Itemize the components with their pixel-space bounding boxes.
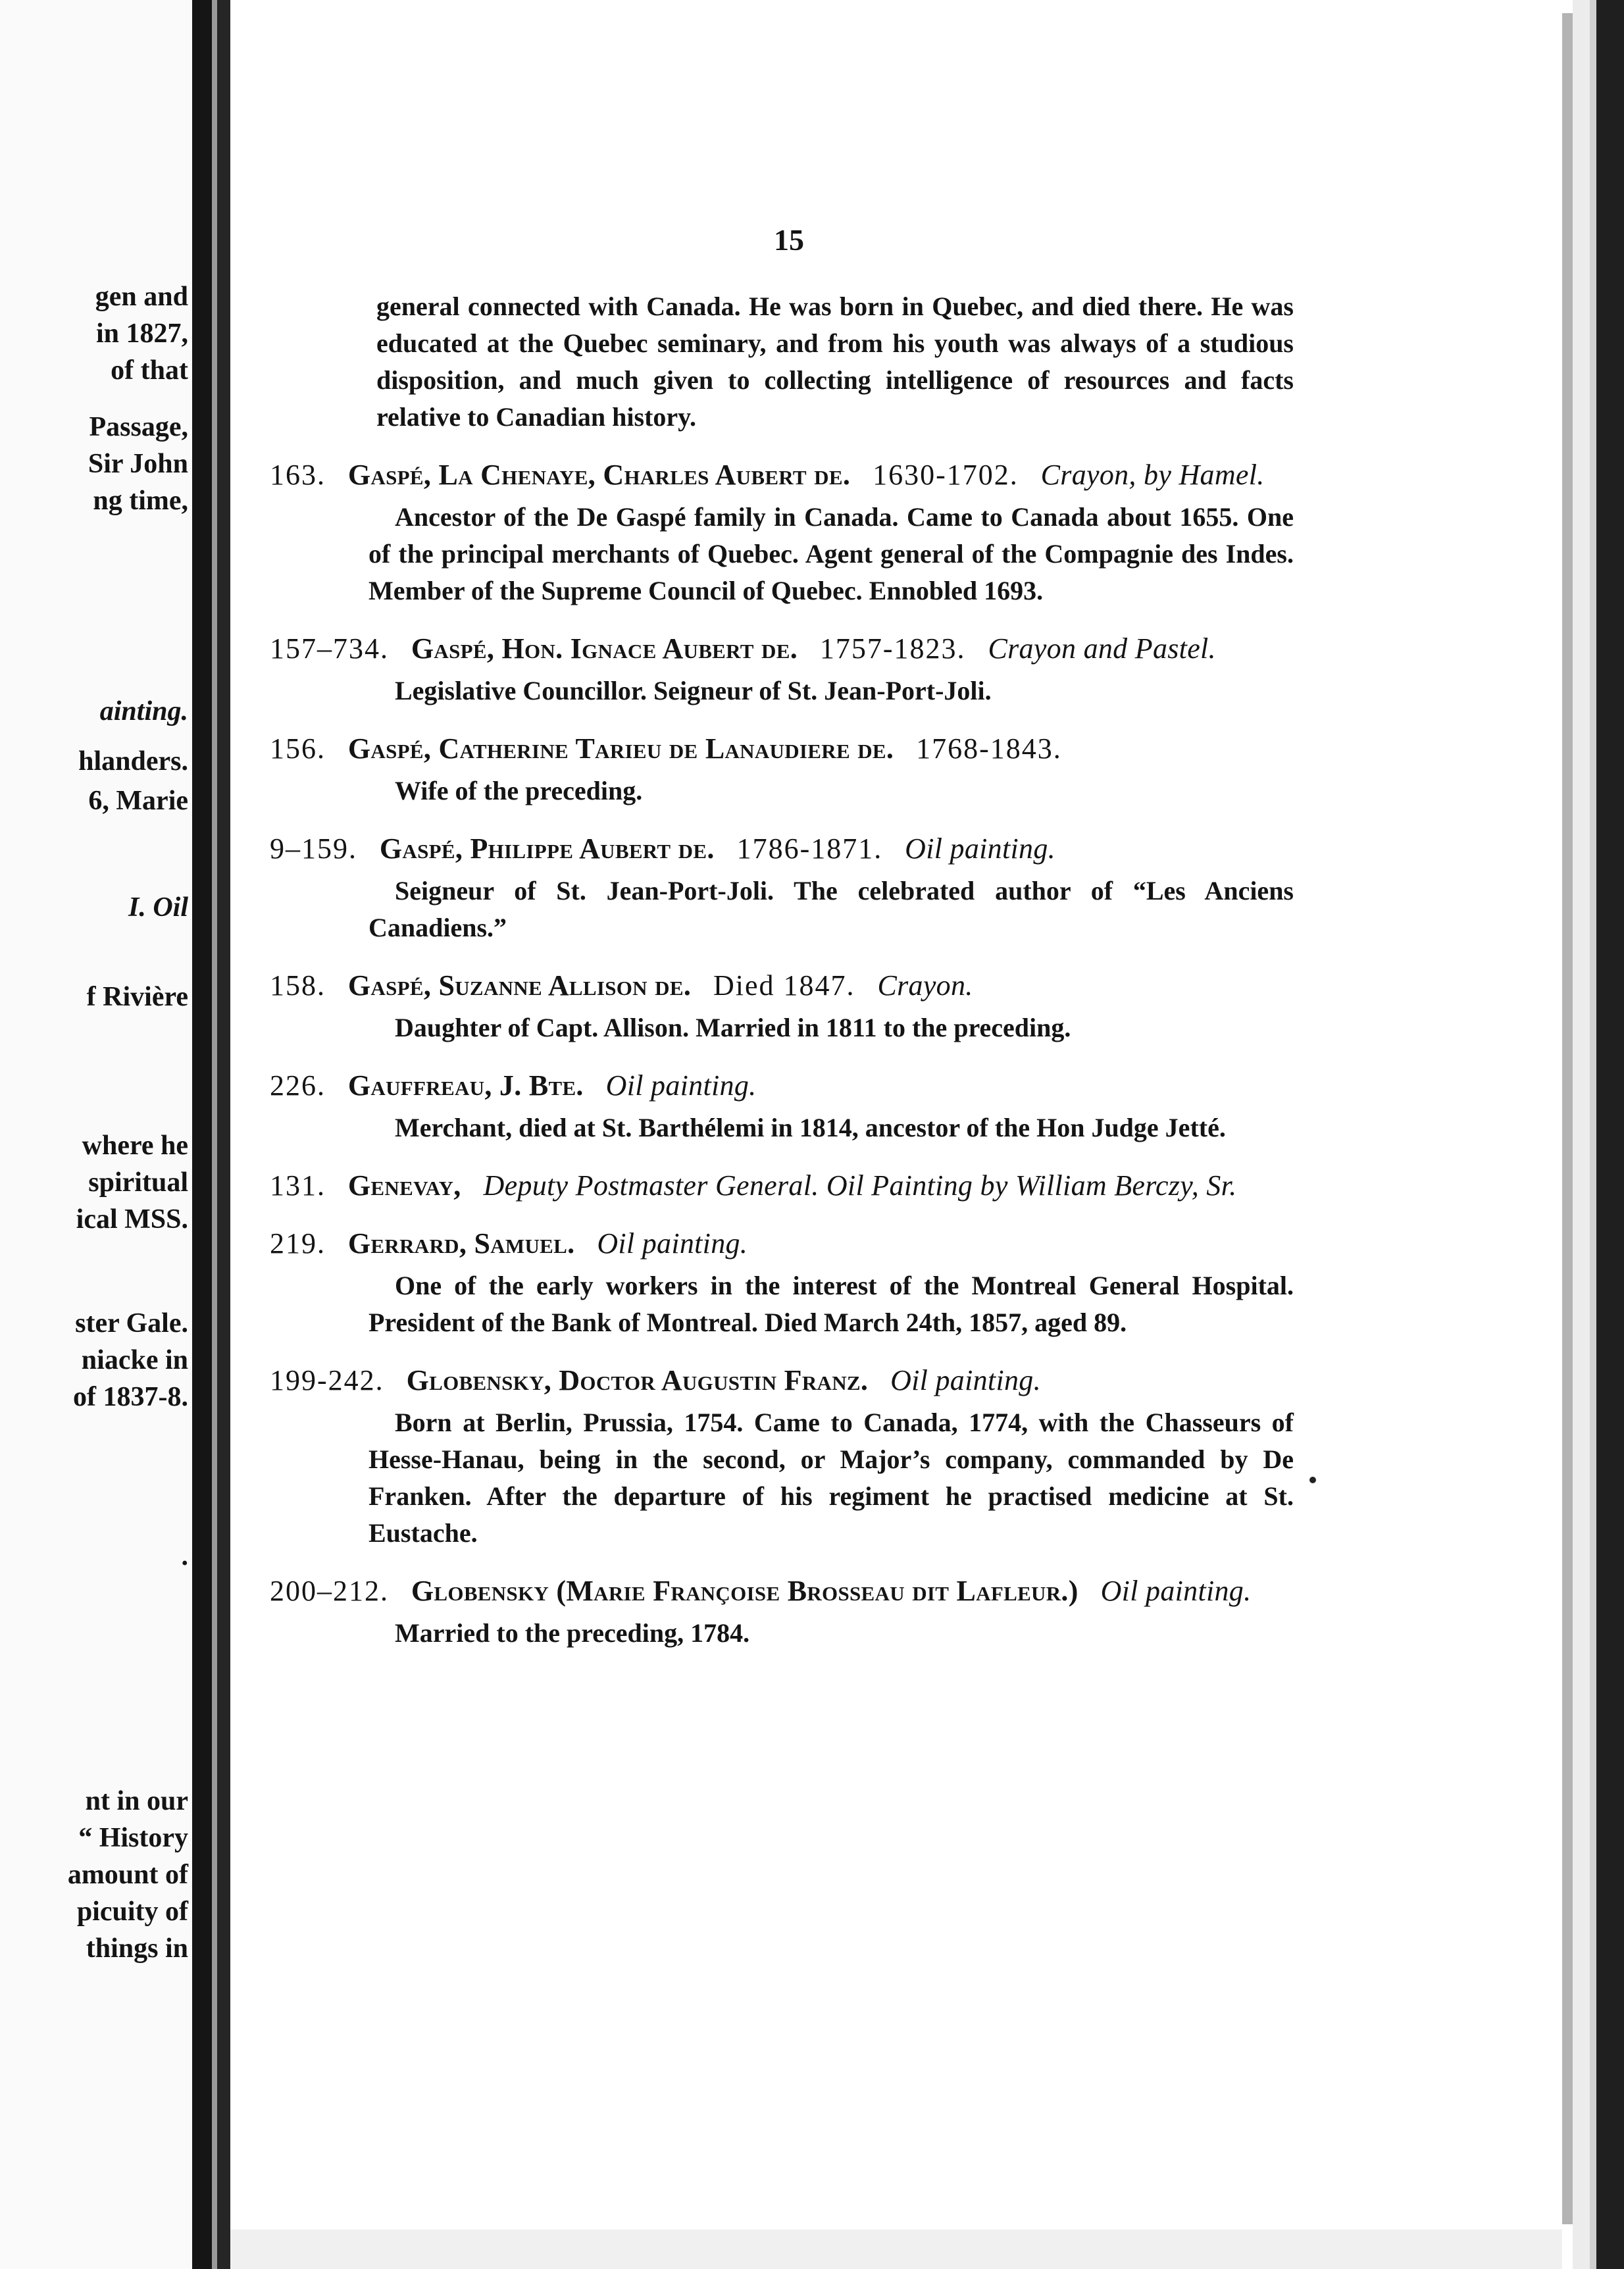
entry-number: 158.: [270, 969, 326, 1002]
book-gutter-edge: [212, 0, 217, 2269]
scan-border: [1596, 0, 1624, 2269]
entry-description: Ancestor of the De Gaspé family in Canada. Came to Canada about 1655. One of the principal merchants of Quebec. Agent general of the Compagnie des Indes. Member of the Supreme Council of Quebec. Ennobled 1693.: [368, 502, 1294, 605]
sitter-name: Gerrard, Samuel.: [347, 1227, 575, 1260]
page-edge: [1562, 13, 1573, 2224]
facing-page-line: ng time,: [93, 486, 188, 516]
page-stack-edge: [1590, 0, 1596, 2269]
entry-heading: [270, 967, 1294, 1004]
portrait-medium: Oil painting.: [905, 832, 1055, 865]
entry-description: Wife of the preceding.: [395, 776, 643, 805]
facing-page-line: nt in our: [85, 1786, 188, 1816]
portrait-medium: Oil painting.: [605, 1069, 757, 1102]
catalogue-entry: [270, 1362, 1294, 1552]
sitter-name: Gaspé, Catherine Tarieu de Lanaudiere de.: [347, 732, 894, 765]
facing-page-line: picuity of: [76, 1897, 188, 1927]
portrait-medium: Crayon.: [877, 969, 973, 1002]
entry-number: 199-242.: [270, 1364, 384, 1396]
facing-page-line: in 1827,: [95, 319, 188, 349]
sitter-name: Genevay,: [347, 1169, 461, 1202]
entry-number: 219.: [270, 1227, 326, 1260]
entry-description: Daughter of Capt. Allison. Married in 1811 to the preceding.: [395, 1013, 1071, 1042]
sitter-name: Globensky (Marie Françoise Brosseau dit Lafleur.): [411, 1575, 1078, 1607]
catalogue-entry: [270, 457, 1294, 609]
catalogue-entry: [270, 1167, 1294, 1204]
facing-page-line: Sir John: [88, 449, 188, 479]
entry-number: 156.: [270, 732, 326, 765]
facing-page-line: ster Gale.: [75, 1308, 188, 1338]
sitter-dates: Died 1847.: [713, 969, 855, 1002]
book-gutter: [192, 0, 212, 2269]
ink-speck: [1309, 1477, 1316, 1483]
facing-page-line: hlanders.: [78, 746, 188, 777]
catalogue-entry: [270, 967, 1294, 1046]
facing-page-line: Passage,: [89, 412, 188, 442]
entry-number: 226.: [270, 1069, 326, 1102]
sitter-dates: 1630-1702.: [873, 459, 1019, 491]
facing-page-line: things in: [86, 1933, 188, 1964]
page-bottom-margin: [230, 2230, 1562, 2269]
entry-list: [270, 457, 1294, 1652]
entry-number: 9–159.: [270, 832, 357, 865]
sitter-dates: 1757-1823.: [819, 632, 966, 665]
facing-page-fragment: [0, 0, 192, 2269]
portrait-medium: Deputy Postmaster General. Oil Painting by William Berczy, Sr.: [483, 1169, 1237, 1202]
entry-heading: [270, 730, 1294, 767]
facing-page-line: of that: [111, 355, 188, 386]
entry-description: Legislative Councillor. Seigneur of St. Jean-Port-Joli.: [395, 676, 992, 705]
portrait-medium: Oil painting.: [1100, 1575, 1252, 1607]
portrait-medium: Oil painting.: [890, 1364, 1041, 1396]
facing-page-line: f Rivière: [86, 982, 188, 1012]
facing-page-line: of 1837-8.: [73, 1382, 188, 1412]
sitter-name: Gaspé, La Chenaye, Charles Aubert de.: [347, 459, 851, 491]
entry-description: Merchant, died at St. Barthélemi in 1814, ancestor of the Hon Judge Jetté.: [395, 1113, 1226, 1142]
entry-heading: [270, 457, 1294, 494]
page-stack-edge: [1573, 0, 1590, 2269]
book-gutter-shadow: [217, 0, 230, 2269]
catalogue-entry: [270, 1225, 1294, 1341]
catalogue-text: [270, 288, 1294, 1652]
catalogue-entry: [270, 1573, 1294, 1652]
entry-description: Seigneur of St. Jean-Port-Joli. The celebrated author of “Les Anciens Canadiens.”: [368, 876, 1294, 942]
sitter-name: Globensky, Doctor Augustin Franz.: [406, 1364, 869, 1396]
entry-number: 131.: [270, 1169, 326, 1202]
catalogue-entry: [270, 630, 1294, 709]
facing-page-line: 6, Marie: [88, 786, 188, 816]
entry-heading: [270, 830, 1294, 867]
page-number: 15: [774, 223, 804, 257]
sitter-name: Gaspé, Hon. Ignace Aubert de.: [411, 632, 798, 665]
catalogue-entry: [270, 830, 1294, 946]
entry-description: One of the early workers in the interest of the Montreal General Hospital. President of the Bank of Montreal. Died March 24th, 1857, aged 89.: [368, 1271, 1294, 1337]
facing-page-line: I. Oil: [128, 892, 188, 923]
entry-heading: [270, 1362, 1294, 1399]
sitter-dates: 1768-1843.: [916, 732, 1062, 765]
portrait-medium: Oil painting.: [597, 1227, 748, 1260]
facing-page-line: where he: [82, 1131, 188, 1161]
facing-page-line: ical MSS.: [76, 1204, 188, 1235]
entry-description: Born at Berlin, Prussia, 1754. Came to Canada, 1774, with the Chasseurs of Hesse-Hanau, being in the second, or Major’s company, commanded by De Franken. After the departure of his regiment he practised medicine at St. Eustache.: [368, 1408, 1294, 1548]
sitter-name: Gaspé, Philippe Aubert de.: [379, 832, 715, 865]
continued-paragraph: general connected with Canada. He was born in Quebec, and died there. He was educated at the Quebec seminary, and from his youth was always of a studious disposition, and much given to collecting intelligence of resources and facts relative to Canadian history.: [376, 292, 1294, 432]
facing-page-line: niacke in: [81, 1345, 188, 1375]
entry-heading: [270, 630, 1294, 667]
facing-page-line: ainting.: [99, 696, 188, 727]
entry-description: Married to the preceding, 1784.: [395, 1618, 750, 1648]
portrait-medium: Crayon and Pastel.: [988, 632, 1216, 665]
entry-heading: [270, 1225, 1294, 1262]
facing-page-line: gen and: [95, 282, 188, 312]
entry-heading: [270, 1067, 1294, 1104]
facing-page-line: .: [181, 1541, 188, 1571]
sitter-dates: 1786-1871.: [736, 832, 883, 865]
catalogue-entry: [270, 1067, 1294, 1146]
sitter-name: Gaspé, Suzanne Allison de.: [347, 969, 692, 1002]
facing-page-line: spiritual: [88, 1167, 188, 1198]
entry-heading: [270, 1167, 1294, 1204]
facing-page-line: amount of: [67, 1860, 188, 1890]
entry-number: 157–734.: [270, 632, 389, 665]
facing-page-line: “ History: [78, 1823, 188, 1853]
entry-number: 200–212.: [270, 1575, 389, 1607]
catalogue-entry: [270, 730, 1294, 809]
portrait-medium: Crayon, by Hamel.: [1040, 459, 1265, 491]
entry-heading: [270, 1573, 1294, 1610]
sitter-name: Gauffreau, J. Bte.: [347, 1069, 584, 1102]
entry-number: 163.: [270, 459, 326, 491]
